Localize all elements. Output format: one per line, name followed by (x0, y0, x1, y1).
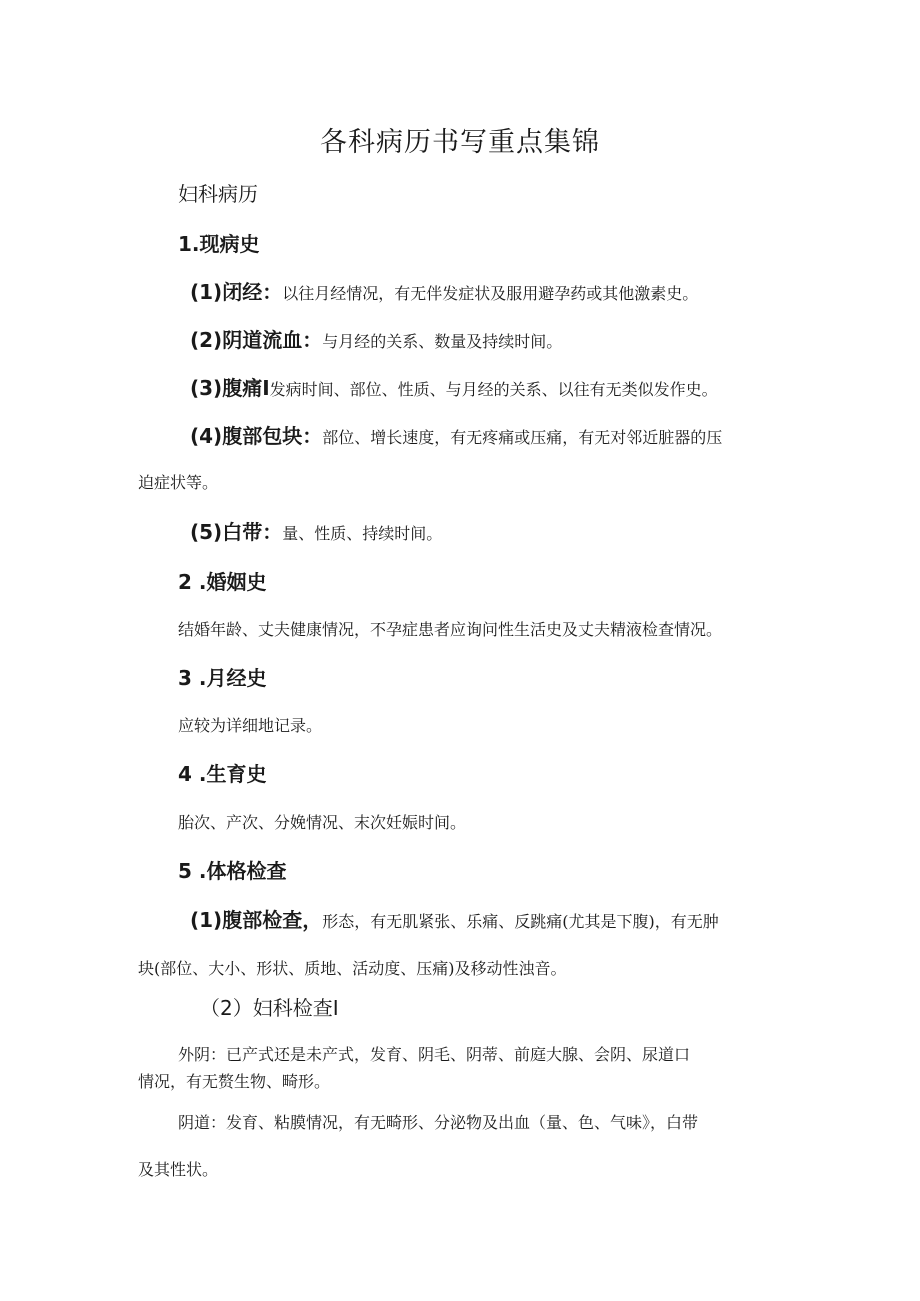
item-text: 部位、增长速度，有无疼痛或压痛，有无对邻近脏器的压 (322, 428, 723, 447)
item-vaginal-bleeding (190, 324, 562, 353)
heading-physical-exam: 5 .体格检查 (178, 859, 287, 883)
page-title: 各科病历书写重点集锦 (320, 127, 600, 158)
item-text: 形态，有无肌紧张、乐痛、反跳痛(尤其是下腹)，有无肿 (322, 912, 719, 931)
item-abdominal-exam (190, 904, 719, 933)
paragraph-vagina-line1: 阴道：发育、粘膜情况，有无畸形、分泌物及出血（量、色、气味》，白带 (178, 1113, 699, 1132)
item-text: 与月经的关系、数量及持续时间。 (322, 332, 563, 351)
item-lead: (2)阴道流血： (190, 328, 323, 352)
item-continuation: 迫症状等。 (138, 473, 219, 492)
paragraph-vulva-line1: 外阴：已产式还是未产式，发育、阴毛、阴蒂、前庭大腺、会阴、尿道口 (178, 1045, 691, 1064)
item-abdominal-mass (190, 420, 722, 449)
item-amenorrhea (190, 276, 698, 305)
paragraph-menstrual: 应较为详细地记录。 (178, 716, 323, 735)
paragraph-vagina-line2: 及其性状。 (138, 1160, 219, 1179)
heading-present-illness: 1.现病史 (178, 232, 260, 256)
item-lead: (1)闭经： (190, 280, 283, 304)
heading-menstrual-history: 3 .月经史 (178, 666, 267, 690)
subheading-gyn-exam: （2）妇科检查I (200, 996, 339, 1020)
section-heading: 妇科病历 (178, 182, 258, 206)
paragraph-reproductive: 胎次、产次、分娩情况、末次妊娠时间。 (178, 813, 467, 832)
heading-reproductive-history: 4 .生育史 (178, 762, 267, 786)
item-text: 量、性质、持续时间。 (282, 524, 443, 543)
paragraph-marital: 结婚年龄、丈夫健康情况，不孕症患者应询问性生活史及丈夫精液检查情况。 (178, 620, 723, 639)
item-lead: (3)腹痛I (190, 376, 270, 400)
item-lead: (1)腹部检查， (190, 908, 323, 932)
item-abdominal-pain (190, 372, 718, 401)
item-leukorrhea (190, 516, 442, 545)
paragraph-vulva-line2: 情况，有无赘生物、畸形。 (138, 1072, 331, 1091)
item-text: 以往月经情况，有无伴发症状及服用避孕药或其他激素史。 (282, 284, 699, 303)
heading-marital-history: 2 .婚姻史 (178, 570, 267, 594)
item-lead: (5)白带： (190, 520, 283, 544)
item-text: 发病时间、部位、性质、与月经的关系、以往有无类似发作史。 (269, 380, 718, 399)
item-lead: (4)腹部包块： (190, 424, 323, 448)
item-continuation: 块(部位、大小、形状、质地、活动度、压痛)及移动性浊音。 (138, 959, 567, 978)
